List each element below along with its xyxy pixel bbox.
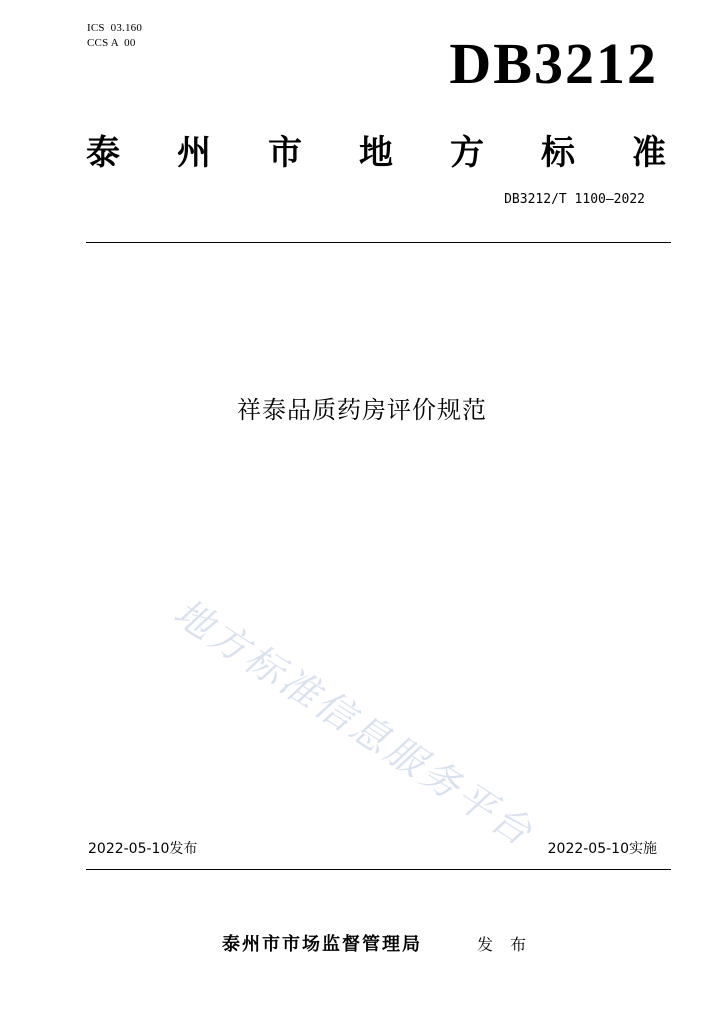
ccs-code: CCS A 00 (87, 37, 136, 49)
standard-type-char: 州 (177, 133, 211, 173)
standard-type-char: 准 (632, 133, 666, 173)
standard-type-char: 地 (359, 133, 393, 173)
standard-type-char: 市 (268, 133, 302, 173)
standard-code-logo: DB3212 (449, 31, 658, 96)
ics-code: ICS 03.160 (87, 22, 143, 34)
document-title: 祥泰品质药房评价规范 (237, 396, 487, 424)
standard-type-char: 标 (541, 133, 575, 173)
standard-type-char: 方 (450, 133, 484, 173)
standard-type-heading (86, 131, 666, 175)
issue-date: 2022-05-10发布 (88, 841, 198, 857)
publish-label: 发 布 (477, 935, 533, 954)
classification-codes (87, 21, 142, 51)
watermark-text: 地方标准信息服务平台 (166, 590, 543, 856)
standard-type-char: 泰 (86, 133, 120, 173)
implementation-date: 2022-05-10实施 (547, 841, 657, 857)
bottom-divider (86, 869, 671, 870)
standard-number: DB3212/T 1100—2022 (504, 192, 645, 207)
publisher-name: 泰州市市场监督管理局 (222, 934, 422, 955)
top-divider (86, 242, 671, 243)
